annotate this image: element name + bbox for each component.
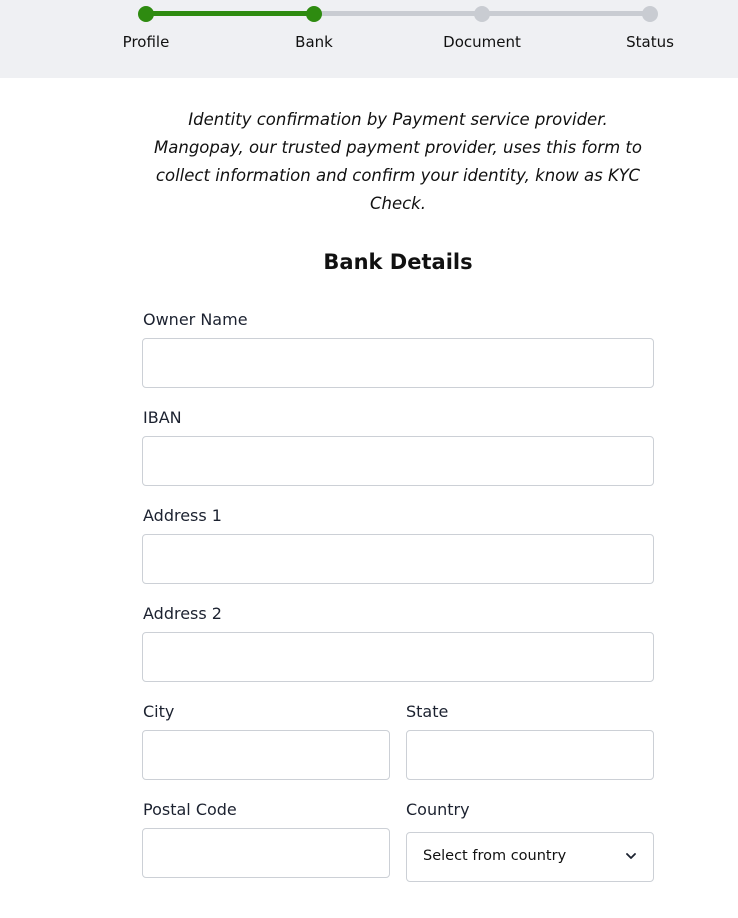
- step-label-document: Document: [443, 33, 521, 51]
- address1-label: Address 1: [143, 506, 222, 525]
- step-label-profile: Profile: [122, 33, 170, 51]
- owner-name-input[interactable]: [142, 338, 654, 388]
- owner-name-label: Owner Name: [143, 310, 248, 329]
- step-dot-profile: [138, 6, 154, 22]
- step-dot-bank: [306, 6, 322, 22]
- chevron-down-icon: [625, 850, 637, 862]
- postal-code-input[interactable]: [142, 828, 390, 878]
- country-label: Country: [406, 800, 470, 819]
- country-select[interactable]: [406, 832, 654, 882]
- address2-label: Address 2: [143, 604, 222, 623]
- address2-input[interactable]: [142, 632, 654, 682]
- step-dot-status: [642, 6, 658, 22]
- progress-stepper: [0, 0, 738, 78]
- iban-label: IBAN: [143, 408, 182, 427]
- postal-code-label: Postal Code: [143, 800, 237, 819]
- address1-input[interactable]: [142, 534, 654, 584]
- stepper-progress-fill: [146, 11, 314, 16]
- step-label-bank: Bank: [295, 33, 333, 51]
- iban-input[interactable]: [142, 436, 654, 486]
- country-select-value: Select from country: [423, 848, 567, 864]
- city-input[interactable]: [142, 730, 390, 780]
- step-label-status: Status: [626, 33, 674, 51]
- kyc-intro-text: Identity confirmation by Payment service provider. Mangopay, our trusted payment provider, uses this form to collect information and confirm your identity, know as KYC Check.: [154, 110, 642, 213]
- page-title: Bank Details: [323, 250, 473, 274]
- step-dot-document: [474, 6, 490, 22]
- city-label: City: [143, 702, 175, 721]
- state-label: State: [406, 702, 449, 721]
- state-input[interactable]: [406, 730, 654, 780]
